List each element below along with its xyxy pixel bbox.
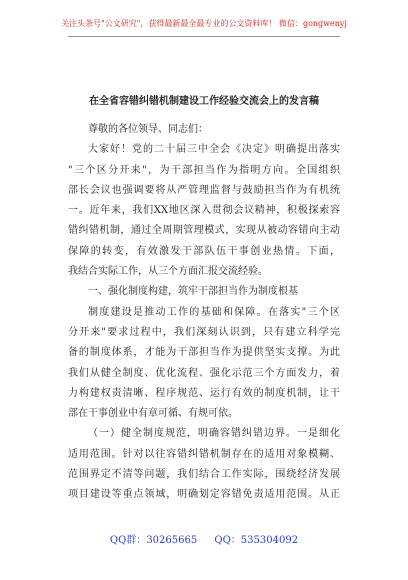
paragraph-line: 力构建权责清晰、程序规范、运行有效的制度机制，让干 — [68, 387, 340, 399]
paragraph-line: 分开来"要求过程中，我们深刻认识到，只有建立科学完 — [68, 326, 340, 338]
paragraph-line: 一。近年来，我们XX地区深入贯彻会议精神，积极探索容 — [68, 205, 340, 217]
salutation: 尊敬的各位领导、同志们： — [88, 124, 208, 135]
footer-qq-group: QQ群：30265665 — [109, 535, 198, 546]
document-title: 在全省容错纠错机制建设工作经验交流会上的发言稿 — [89, 96, 319, 107]
paragraph-line: "三个区分开来"，为干部担当作为指明方向。全国组织 — [68, 164, 340, 176]
paragraph-line: 保障的转变，有效激发干部队伍干事创业热情。下面， — [68, 245, 340, 257]
paragraph-line: 项目建设等重点领域，明确划定容错免责适用范围。从正 — [68, 489, 340, 501]
section-heading: 一、强化制度构建，筑牢干部担当作为制度根基 — [88, 286, 298, 298]
paragraph-line: 部长会议也强调要将从严管理监督与鼓励担当作为有机统 — [68, 184, 340, 196]
paragraph-line: 部在干事创业中有章可循、有规可依。 — [68, 408, 238, 420]
subsection-line: （一）健全制度规范，明确容错纠错边界。一是细化 — [88, 428, 340, 440]
footer-qq: QQ：535304092 — [214, 535, 299, 546]
header-divider — [68, 36, 340, 37]
paragraph-line: 制度建设是推动工作的基础和保障。在落实"三个区 — [88, 306, 340, 318]
document-body — [68, 120, 340, 506]
paragraph-line: 我结合实际工作，从三个方面汇报交流经验。 — [68, 266, 268, 278]
paragraph-line: 范围界定不清等问题，我们结合工作实际，围绕经济发展 — [68, 469, 340, 481]
paragraph-line: 错纠错机制，通过全周期管理模式，实现从被动容错向主动 — [68, 225, 340, 237]
paragraph-line: 适用范围。针对以往容错纠错机制存在的适用对象模糊、 — [68, 448, 340, 460]
paragraph-line: 备的制度体系，才能为干部担当作为提供坚实支撑。为此 — [68, 347, 340, 359]
paragraph-line: 大家好！党的二十届三中全会《决定》明确提出落实 — [88, 144, 340, 156]
footer-contacts — [0, 534, 408, 548]
header-banner: 关注头条号"公文研究"，获得最新最全最专业的公文资料库！ 微信：gongwenyj — [61, 19, 347, 28]
paragraph-line: 我们从健全制度、优化流程、强化示范三个方面发力，着 — [68, 367, 340, 379]
